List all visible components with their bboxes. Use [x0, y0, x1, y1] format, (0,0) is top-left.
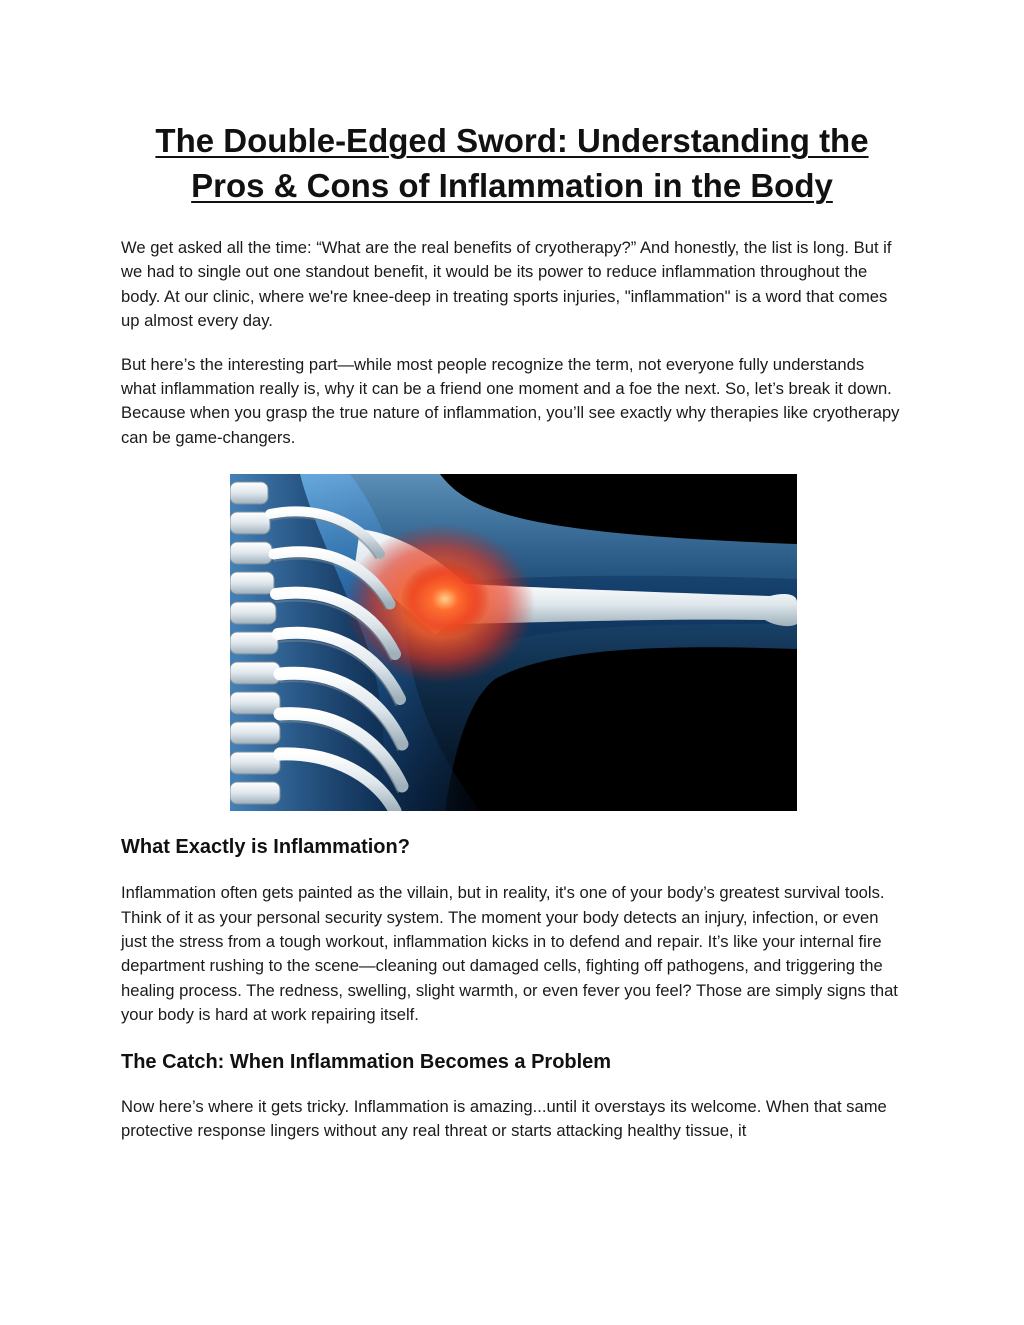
document-title: [121, 118, 903, 208]
section-heading-what-is-inflammation: What Exactly is Inflammation?: [121, 836, 410, 859]
intro-paragraph-2: But here’s the interesting part—while most people recognize the term, not everyone fully understands what inflammation really is, why it can be a friend one moment and a foe the next. So, let’s break it down. Because when you grasp the true nature of inflammation, you’ll see exactly why therapies like cryotherapy can be game-changers.: [121, 354, 900, 447]
section-heading-the-catch: The Catch: When Inflammation Becomes a Problem: [121, 1050, 612, 1073]
section-2-paragraph: Now here’s where it gets tricky. Inflammation is amazing...until it overstays its welcome. When that same protective response lingers without any real threat or starts attacking healthy tissue, it: [121, 1096, 887, 1141]
intro-paragraph-1: We get asked all the time: “What are the real benefits of cryotherapy?” And honestly, the list is long. But if we had to single out one standout benefit, it would be its power to reduce inflammation throughout the body. At our clinic, where we're knee-deep in treating sports injuries, "inflammation" is a word that comes up almost every day.: [121, 238, 892, 331]
inflamed-shoulder-xray-illustration: [230, 474, 797, 811]
title-line-2: Pros & Cons of Inflammation in the Body: [191, 167, 833, 204]
title-line-1: The Double-Edged Sword: Understanding the: [155, 122, 869, 159]
shoulder-illustration-svg: [230, 474, 797, 811]
section-1-paragraph: Inflammation often gets painted as the villain, but in reality, it's one of your body’s greatest survival tools. Think of it as your personal security system. The moment your body detects an injury, infection, or even just the stress from a tough workout, inflammation kicks in to defend and repair. It’s like your internal fire department rushing to the scene—cleaning out damaged cells, fighting off pathogens, and triggering the healing process. The redness, swelling, slight warmth, or even fever you feel? Those are simply signs that your body is hard at work repairing itself.: [121, 883, 898, 1025]
document-page: [121, 118, 903, 1144]
